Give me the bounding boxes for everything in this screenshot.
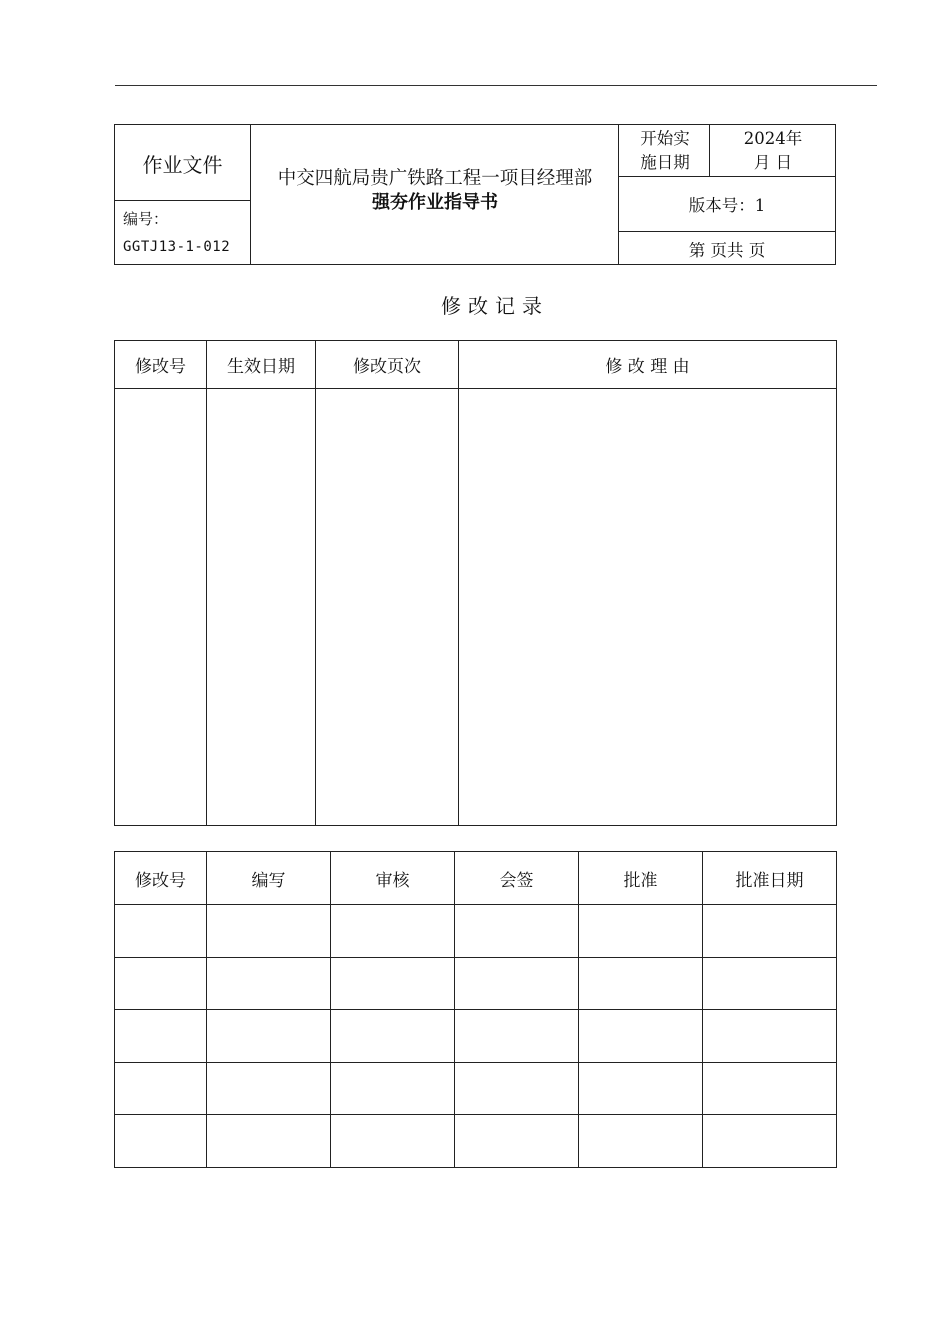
table-cell[interactable] <box>455 1010 579 1063</box>
org-block <box>251 167 619 215</box>
table-cell[interactable] <box>115 957 207 1010</box>
start-date-label-line2: 施日期 <box>640 153 690 172</box>
table-cell[interactable] <box>579 1115 703 1168</box>
table-cell[interactable] <box>316 389 459 826</box>
table-cell[interactable] <box>207 1062 331 1115</box>
table-header-row <box>115 341 837 389</box>
table-cell[interactable] <box>703 1010 837 1063</box>
doc-code-label: 编号： <box>123 210 169 228</box>
table-cell[interactable] <box>115 1010 207 1063</box>
top-rule <box>115 85 877 86</box>
header-divider <box>618 231 835 232</box>
start-date-value <box>711 127 835 175</box>
table-cell[interactable] <box>331 1115 455 1168</box>
doc-code-value: GGTJ13-1-012 <box>123 239 231 255</box>
start-date-label <box>619 127 711 175</box>
table-cell[interactable] <box>579 957 703 1010</box>
doc-type: 作业文件 <box>142 152 223 177</box>
table-cell[interactable] <box>115 1062 207 1115</box>
column-header: 会签 <box>455 852 579 905</box>
table-row <box>115 1115 837 1168</box>
table-cell[interactable] <box>115 389 207 826</box>
start-date-value-line1: 2024年 <box>743 129 803 148</box>
column-header: 生效日期 <box>207 341 316 389</box>
doc-title: 强夯作业指导书 <box>372 192 498 213</box>
table-cell[interactable] <box>207 905 331 958</box>
column-header: 修改页次 <box>316 341 459 389</box>
table-cell[interactable] <box>115 1115 207 1168</box>
table-cell[interactable] <box>579 905 703 958</box>
table-cell[interactable] <box>455 1115 579 1168</box>
column-header: 审核 <box>331 852 455 905</box>
table-cell[interactable] <box>455 957 579 1010</box>
column-header: 修 改 理 由 <box>459 341 837 389</box>
section-title: 修改记录 <box>441 294 549 318</box>
table-cell[interactable] <box>579 1062 703 1115</box>
table-cell[interactable] <box>703 957 837 1010</box>
table-row <box>115 957 837 1010</box>
table-cell[interactable] <box>207 957 331 1010</box>
column-header: 批准日期 <box>703 852 837 905</box>
revision-record-table <box>114 340 837 826</box>
column-header: 修改号 <box>115 341 207 389</box>
start-date-value-line2: 月 日 <box>753 153 793 172</box>
table-cell[interactable] <box>207 389 316 826</box>
page-count: 第 页共 页 <box>688 240 766 260</box>
document-header <box>114 124 836 265</box>
table-row <box>115 1010 837 1063</box>
table-cell[interactable] <box>455 1062 579 1115</box>
column-header: 批准 <box>579 852 703 905</box>
table-cell[interactable] <box>331 957 455 1010</box>
table-row <box>115 905 837 958</box>
approval-table <box>114 851 837 1168</box>
column-header: 编写 <box>207 852 331 905</box>
table-cell[interactable] <box>331 1062 455 1115</box>
table-cell[interactable] <box>459 389 837 826</box>
table-cell[interactable] <box>331 905 455 958</box>
table-cell[interactable] <box>455 905 579 958</box>
table-row <box>115 389 837 826</box>
column-header: 修改号 <box>115 852 207 905</box>
table-cell[interactable] <box>331 1010 455 1063</box>
table-cell[interactable] <box>115 905 207 958</box>
table-cell[interactable] <box>703 1062 837 1115</box>
start-date-label-line1: 开始实 <box>640 129 690 148</box>
doc-code <box>123 205 253 261</box>
version-number: 版本号：1 <box>688 196 766 215</box>
table-cell[interactable] <box>207 1010 331 1063</box>
table-cell[interactable] <box>703 905 837 958</box>
table-header-row <box>115 852 837 905</box>
org-name: 中交四航局贵广铁路工程一项目经理部 <box>277 168 593 189</box>
table-row <box>115 1062 837 1115</box>
table-cell[interactable] <box>703 1115 837 1168</box>
table-cell[interactable] <box>207 1115 331 1168</box>
table-cell[interactable] <box>579 1010 703 1063</box>
